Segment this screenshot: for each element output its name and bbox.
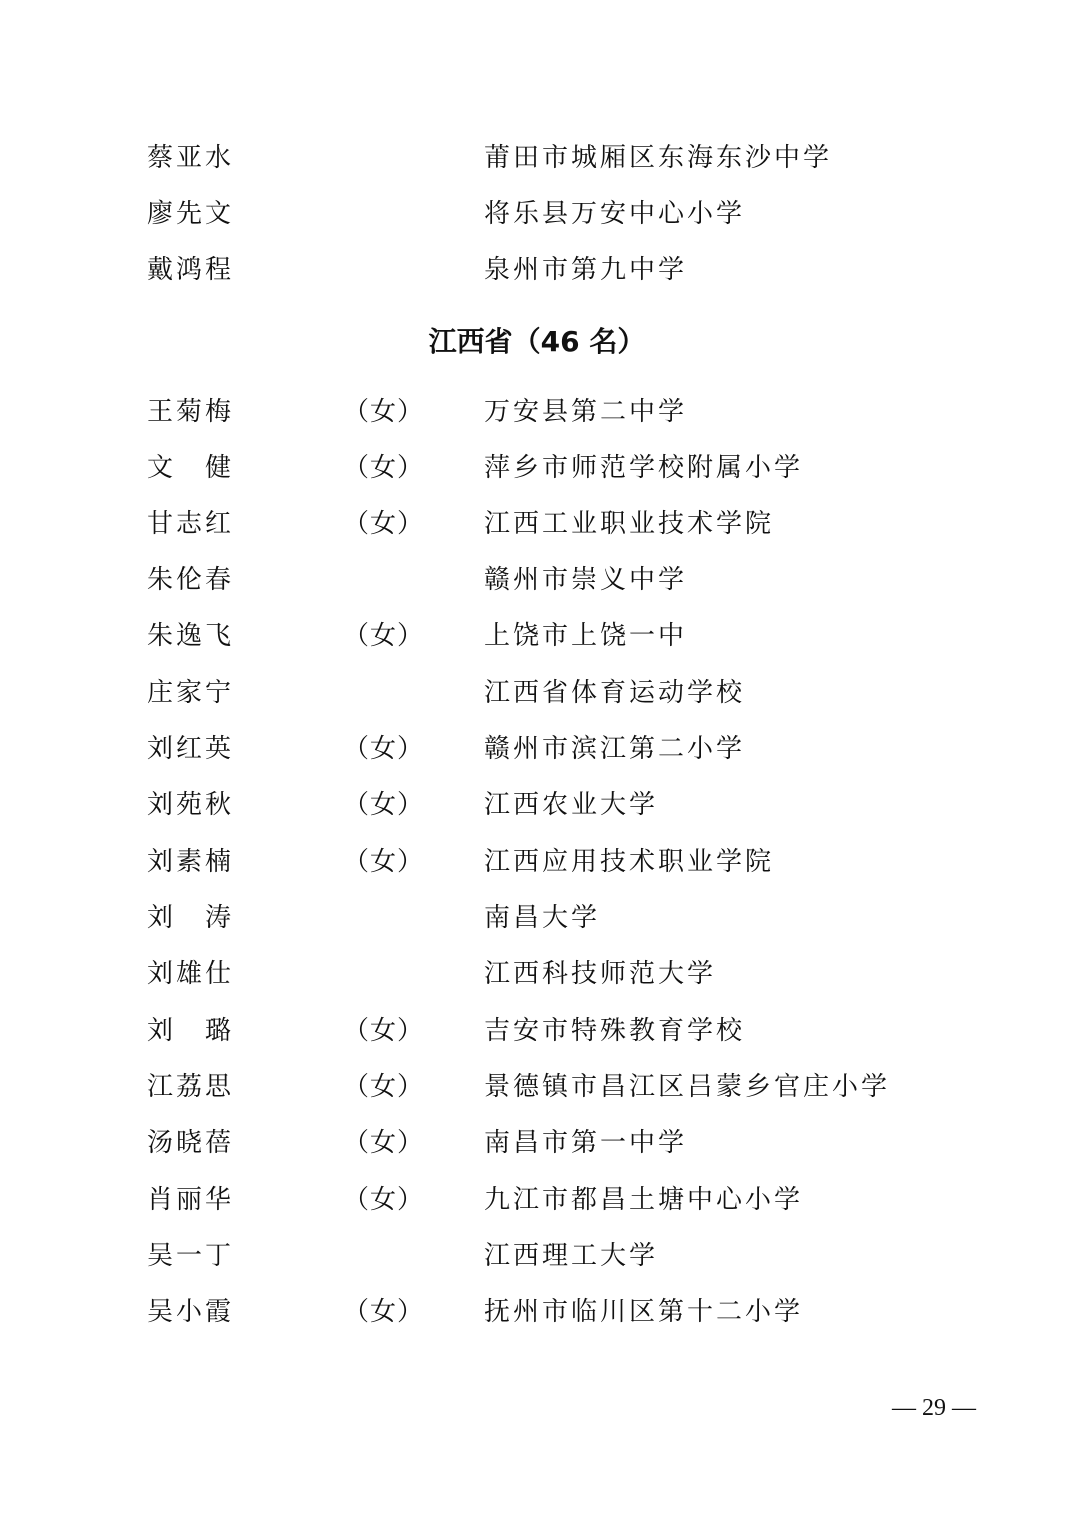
organization: 莆田市城厢区东海东沙中学 bbox=[484, 143, 833, 173]
list-item bbox=[0, 250, 1074, 290]
person-name: 朱伦春 bbox=[147, 565, 233, 595]
list-item bbox=[0, 1292, 1074, 1332]
list-item bbox=[0, 785, 1074, 825]
list-item bbox=[0, 673, 1074, 713]
gender-note: （女） bbox=[343, 734, 425, 764]
list-item bbox=[0, 194, 1074, 234]
list-item bbox=[0, 504, 1074, 544]
organization: 赣州市崇义中学 bbox=[484, 565, 688, 595]
list-item bbox=[0, 616, 1074, 656]
gender-note: （女） bbox=[343, 1072, 425, 1102]
person-name: 蔡亚水 bbox=[147, 143, 233, 173]
organization: 吉安市特殊教育学校 bbox=[484, 1016, 746, 1046]
list-item bbox=[0, 1011, 1074, 1051]
gender-note: （女） bbox=[343, 397, 425, 427]
list-item bbox=[0, 1236, 1074, 1276]
person-name: 刘红英 bbox=[147, 734, 233, 764]
gender-note: （女） bbox=[343, 847, 425, 877]
person-name: 文 健 bbox=[147, 453, 233, 483]
person-name: 吴小霞 bbox=[147, 1297, 233, 1327]
person-name: 江荔思 bbox=[147, 1072, 233, 1102]
gender-note: （女） bbox=[343, 509, 425, 539]
organization: 江西省体育运动学校 bbox=[484, 678, 746, 708]
person-name: 甘志红 bbox=[147, 509, 233, 539]
list-item bbox=[0, 392, 1074, 432]
person-name: 肖丽华 bbox=[147, 1185, 233, 1215]
list-item bbox=[0, 954, 1074, 994]
person-name: 庄家宁 bbox=[147, 678, 233, 708]
gender-note: （女） bbox=[343, 1297, 425, 1327]
person-name: 刘 璐 bbox=[147, 1016, 233, 1046]
person-name: 刘素楠 bbox=[147, 847, 233, 877]
organization: 江西理工大学 bbox=[484, 1241, 659, 1271]
person-name: 王菊梅 bbox=[147, 397, 233, 427]
gender-note: （女） bbox=[343, 1016, 425, 1046]
list-item bbox=[0, 898, 1074, 938]
organization: 景德镇市昌江区吕蒙乡官庄小学 bbox=[484, 1072, 891, 1102]
person-name: 朱逸飞 bbox=[147, 621, 233, 651]
organization: 将乐县万安中心小学 bbox=[484, 199, 746, 229]
list-item bbox=[0, 1067, 1074, 1107]
gender-note: （女） bbox=[343, 1185, 425, 1215]
section-heading: 江西省（46 名） bbox=[428, 325, 646, 358]
person-name: 刘雄仕 bbox=[147, 959, 233, 989]
person-name: 吴一丁 bbox=[147, 1241, 233, 1271]
page-number: — 29 — bbox=[892, 1395, 976, 1421]
gender-note: （女） bbox=[343, 790, 425, 820]
organization: 泉州市第九中学 bbox=[484, 255, 688, 285]
organization: 江西科技师范大学 bbox=[484, 959, 717, 989]
gender-note: （女） bbox=[343, 453, 425, 483]
organization: 江西工业职业技术学院 bbox=[484, 509, 775, 539]
list-item bbox=[0, 448, 1074, 488]
person-name: 刘 涛 bbox=[147, 903, 233, 933]
organization: 赣州市滨江第二小学 bbox=[484, 734, 746, 764]
organization: 九江市都昌土塘中心小学 bbox=[484, 1185, 804, 1215]
person-name: 刘苑秋 bbox=[147, 790, 233, 820]
organization: 南昌市第一中学 bbox=[484, 1128, 688, 1158]
organization: 江西应用技术职业学院 bbox=[484, 847, 775, 877]
person-name: 汤晓蓓 bbox=[147, 1128, 233, 1158]
list-item bbox=[0, 138, 1074, 178]
list-item bbox=[0, 842, 1074, 882]
organization: 抚州市临川区第十二小学 bbox=[484, 1297, 804, 1327]
gender-note: （女） bbox=[343, 1128, 425, 1158]
person-name: 戴鸿程 bbox=[147, 255, 233, 285]
person-name: 廖先文 bbox=[147, 199, 233, 229]
organization: 万安县第二中学 bbox=[484, 397, 688, 427]
gender-note: （女） bbox=[343, 621, 425, 651]
organization: 南昌大学 bbox=[484, 903, 601, 933]
list-item bbox=[0, 1123, 1074, 1163]
organization: 萍乡市师范学校附属小学 bbox=[484, 453, 804, 483]
organization: 江西农业大学 bbox=[484, 790, 659, 820]
list-item bbox=[0, 729, 1074, 769]
list-item bbox=[0, 1180, 1074, 1220]
list-item bbox=[0, 560, 1074, 600]
organization: 上饶市上饶一中 bbox=[484, 621, 688, 651]
